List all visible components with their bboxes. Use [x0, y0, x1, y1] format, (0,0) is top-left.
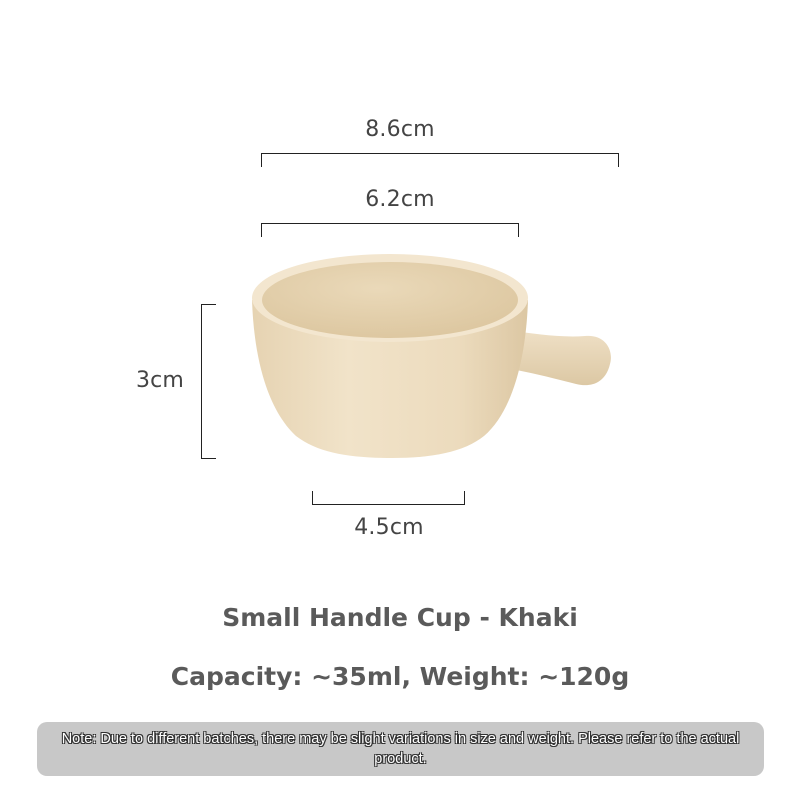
height-label: 3cm	[135, 368, 185, 393]
cup-rim	[252, 254, 528, 342]
product-specs: Capacity: ~35ml, Weight: ~120g	[170, 662, 630, 691]
note-banner	[37, 722, 764, 776]
base-width-label: 4.5cm	[354, 515, 424, 540]
product-title: Small Handle Cup - Khaki	[222, 603, 578, 632]
rim-width-label: 6.2cm	[365, 187, 435, 212]
note-text: Note: Due to different batches, there may be slight variations in size and weight. Please refer to the actual product.	[61, 731, 740, 767]
total-width-label: 8.6cm	[365, 117, 435, 142]
